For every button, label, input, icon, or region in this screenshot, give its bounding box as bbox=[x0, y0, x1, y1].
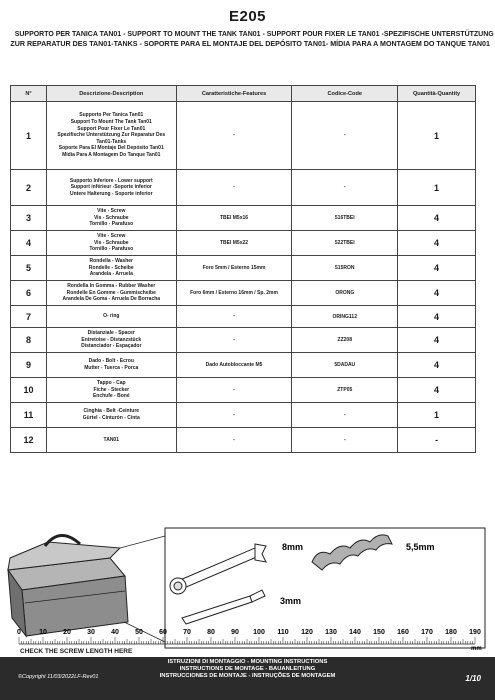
row-description bbox=[46, 428, 176, 453]
subtitle-line-2: ZUR REPARATUR DES TAN01-TANKS - SOPORTE PARA EL MONTAJE DEL DEPÓSITO TAN01- MÍDIA PARA A MONTAGEM DO TANQUE TAN01 bbox=[10, 39, 490, 48]
description-line: Soporte Para El Montaje Del Depósito Tan01 bbox=[58, 145, 164, 152]
row-number: 10 bbox=[11, 378, 47, 403]
footer-line-2: INSTRUCTIONS DE MONTAGE - BAUANLEITUNG bbox=[179, 666, 316, 673]
description-line: O- ring bbox=[103, 313, 120, 320]
ruler-tick-label: 70 bbox=[183, 629, 191, 636]
row-description bbox=[46, 403, 176, 428]
hex-bit-icon bbox=[312, 535, 392, 570]
row-quantity: 1 bbox=[398, 170, 476, 206]
ruler-tick-label: 130 bbox=[325, 629, 337, 636]
row-code: - bbox=[292, 102, 398, 170]
copyright: ©Copyright 11/03/2022LF-Rev01 bbox=[18, 674, 99, 680]
ruler-tick-label: 110 bbox=[277, 629, 289, 636]
row-quantity: 4 bbox=[398, 353, 476, 378]
table-row bbox=[11, 170, 476, 206]
ruler-tick-label: 150 bbox=[373, 629, 385, 636]
row-features: TBEI M5x16 bbox=[176, 206, 292, 231]
description-line: Arandela - Arruela bbox=[89, 271, 133, 278]
row-quantity: 4 bbox=[398, 306, 476, 328]
row-number: 7 bbox=[11, 306, 47, 328]
ruler bbox=[0, 624, 495, 650]
row-code: 522TBEI bbox=[292, 231, 398, 256]
row-code: 516TBEI bbox=[292, 206, 398, 231]
toolbox-icon bbox=[8, 535, 128, 636]
description-line: Fiche - Stecker bbox=[93, 386, 130, 393]
footer-text bbox=[120, 659, 375, 681]
ruler-tick-label: 120 bbox=[301, 629, 313, 636]
row-features: - bbox=[176, 328, 292, 353]
ruler-tick-label: 20 bbox=[63, 629, 71, 636]
table-row bbox=[11, 428, 476, 453]
row-quantity: 4 bbox=[398, 378, 476, 403]
parts-table-body bbox=[11, 102, 476, 453]
row-number: 6 bbox=[11, 281, 47, 306]
model-code: E205 bbox=[228, 8, 267, 25]
ruler-tick-label: 170 bbox=[421, 629, 433, 636]
table-row bbox=[11, 306, 476, 328]
page-number: 1/10 bbox=[465, 674, 481, 683]
row-description bbox=[46, 170, 176, 206]
row-description bbox=[46, 353, 176, 378]
row-description bbox=[46, 231, 176, 256]
ruler-tick-label: 90 bbox=[231, 629, 239, 636]
description-line: Supporto Per Tanica Tan01 bbox=[79, 112, 144, 119]
row-quantity: 4 bbox=[398, 231, 476, 256]
row-code: 515RON bbox=[292, 256, 398, 281]
row-quantity: 4 bbox=[398, 256, 476, 281]
row-number: 8 bbox=[11, 328, 47, 353]
row-features: - bbox=[176, 378, 292, 403]
description-line: Spezifische Unterstützung Zur Reparatur Des Tan01-Tanks bbox=[57, 132, 166, 145]
hex-key-size-label: 3mm bbox=[280, 596, 302, 606]
row-features: - bbox=[176, 170, 292, 206]
hex-key-icon bbox=[182, 590, 265, 624]
description-line: Rondella In Gomma - Rubber Washer bbox=[67, 283, 156, 290]
table-row bbox=[11, 328, 476, 353]
description-line: Support inférieur -Soporte inferior bbox=[70, 184, 152, 191]
row-code: ORING112 bbox=[292, 306, 398, 328]
wrench-size-label: 8mm bbox=[282, 542, 304, 552]
row-features: - bbox=[176, 306, 292, 328]
description-line: Dado - Bolt - Ecrou bbox=[88, 358, 134, 365]
description-line: Enchufe - Boné bbox=[92, 393, 130, 400]
description-line: Support To Mount The Tank Tan01 bbox=[70, 119, 152, 126]
row-code: ZTP05 bbox=[292, 378, 398, 403]
row-number: 12 bbox=[11, 428, 47, 453]
row-features: Foro 5mm / Esterno 15mm bbox=[176, 256, 292, 281]
table-row bbox=[11, 231, 476, 256]
parts-table-header bbox=[11, 86, 476, 102]
row-number: 1 bbox=[11, 102, 47, 170]
row-features: Foro 6mm / Esterno 16mm / Sp. 2mm bbox=[176, 281, 292, 306]
table-row bbox=[11, 378, 476, 403]
description-line: Tornillo - Parafuso bbox=[89, 221, 134, 228]
row-code: - bbox=[292, 403, 398, 428]
row-code: 5DADAU bbox=[292, 353, 398, 378]
header-num: N° bbox=[11, 86, 47, 102]
row-number: 9 bbox=[11, 353, 47, 378]
row-quantity: 4 bbox=[398, 328, 476, 353]
row-code: ORONG bbox=[292, 281, 398, 306]
row-quantity: 4 bbox=[398, 281, 476, 306]
row-features: Dado Autobloccante M5 bbox=[176, 353, 292, 378]
row-code: - bbox=[292, 170, 398, 206]
ruler-tick-label: 30 bbox=[87, 629, 95, 636]
description-line: Supporto Inferiore - Lower support bbox=[69, 177, 153, 184]
ruler-tick-label: 80 bbox=[207, 629, 215, 636]
description-line: Vite - Screw bbox=[97, 233, 126, 240]
footer-line-3: INSTRUCCIONES DE MONTAJE - INSTRUÇÕES DE MONTAGEM bbox=[159, 673, 336, 680]
row-description bbox=[46, 281, 176, 306]
row-quantity: 4 bbox=[398, 206, 476, 231]
description-line: Entretoise - Distanzstück bbox=[81, 336, 142, 343]
row-code: ZZ208 bbox=[292, 328, 398, 353]
table-row bbox=[11, 281, 476, 306]
ruler-tick-label: 180 bbox=[445, 629, 457, 636]
description-line: Mídia Para A Montagem Do Tanque Tan01 bbox=[62, 151, 161, 158]
wrench-icon bbox=[170, 544, 266, 594]
row-features: - bbox=[176, 403, 292, 428]
ruler-tick-label: 0 bbox=[17, 629, 21, 636]
ruler-tick-label: 140 bbox=[349, 629, 361, 636]
description-line: Cinghia - Belt -Ceinture bbox=[83, 408, 140, 415]
row-number: 2 bbox=[11, 170, 47, 206]
header-description: Descrizione-Description bbox=[46, 86, 176, 102]
row-description bbox=[46, 256, 176, 281]
row-description bbox=[46, 206, 176, 231]
ruler-caption: CHECK THE SCREW LENGTH HERE bbox=[20, 648, 133, 655]
header-quantity: Quantità-Quantity bbox=[398, 86, 476, 102]
footer-line-1: ISTRUZIONI DI MONTAGGIO - MOUNTING INSTRUCTIONS bbox=[167, 659, 328, 665]
ruler-tick-label: 100 bbox=[253, 629, 265, 636]
row-description bbox=[46, 378, 176, 403]
row-number: 3 bbox=[11, 206, 47, 231]
description-line: Rondelle En Gomme - Gummischeibe bbox=[66, 289, 156, 296]
description-line: Vite - Screw bbox=[97, 208, 126, 215]
row-description bbox=[46, 328, 176, 353]
ruler-tick-label: 160 bbox=[397, 629, 409, 636]
table-row bbox=[11, 102, 476, 170]
table-row bbox=[11, 206, 476, 231]
description-line: Tornillo - Parafuso bbox=[89, 246, 134, 253]
description-line: TAN01 bbox=[103, 436, 119, 443]
row-quantity: 1 bbox=[398, 102, 476, 170]
row-features: - bbox=[176, 428, 292, 453]
description-line: Vis - Schraube bbox=[93, 214, 129, 221]
table-row bbox=[11, 256, 476, 281]
row-features: TBEI M5x22 bbox=[176, 231, 292, 256]
description-line: Gürtel - Cinturón - Cinta bbox=[82, 415, 140, 421]
row-number: 4 bbox=[11, 231, 47, 256]
header-code: Codice-Code bbox=[292, 86, 398, 102]
description-line: Rondella - Washer bbox=[89, 258, 133, 265]
row-number: 5 bbox=[11, 256, 47, 281]
row-features: - bbox=[176, 102, 292, 170]
ruler-tick-label: 60 bbox=[159, 629, 167, 636]
description-line: Untere Halterung - Soporte inferior bbox=[70, 190, 153, 197]
description-line: Distanziale - Spacer bbox=[87, 330, 135, 337]
description-line: Distanciador - Espaçador bbox=[81, 343, 142, 350]
header-features: Caratteristiche-Features bbox=[176, 86, 292, 102]
ruler-tick-label: 40 bbox=[111, 629, 119, 636]
ruler-tick-label: 190 bbox=[469, 629, 481, 636]
ruler-tick-label: 10 bbox=[39, 629, 47, 636]
ruler-tick-label: 50 bbox=[135, 629, 143, 636]
row-description bbox=[46, 102, 176, 170]
description-line: Rondelle - Scheibe bbox=[88, 264, 134, 271]
description-line: Arandela De Goma - Arruela De Borracha bbox=[62, 296, 161, 303]
row-description bbox=[46, 306, 176, 328]
row-code: - bbox=[292, 428, 398, 453]
row-quantity: - bbox=[398, 428, 476, 453]
hex-bit-size-label: 5,5mm bbox=[406, 542, 435, 552]
description-line: Tappo - Cap bbox=[97, 380, 126, 387]
row-number: 11 bbox=[11, 403, 47, 428]
description-line: Support Pour Fixer Le Tan01 bbox=[77, 125, 146, 132]
table-row bbox=[11, 353, 476, 378]
table-row bbox=[11, 403, 476, 428]
subtitle-line-1: SUPPORTO PER TANICA TAN01 - SUPPORT TO MOUNT THE TANK TAN01 - SUPPORT POUR FIXER LE TAN01 -SPEZIFISCHE UNTERSTÜTZUNG bbox=[14, 29, 494, 38]
ruler-unit: mm bbox=[471, 646, 482, 650]
description-line: Vis - Schraube bbox=[93, 239, 129, 246]
row-quantity: 1 bbox=[398, 403, 476, 428]
description-line: Mutter - Tuerca - Porca bbox=[84, 365, 139, 371]
parts-table bbox=[10, 85, 476, 453]
